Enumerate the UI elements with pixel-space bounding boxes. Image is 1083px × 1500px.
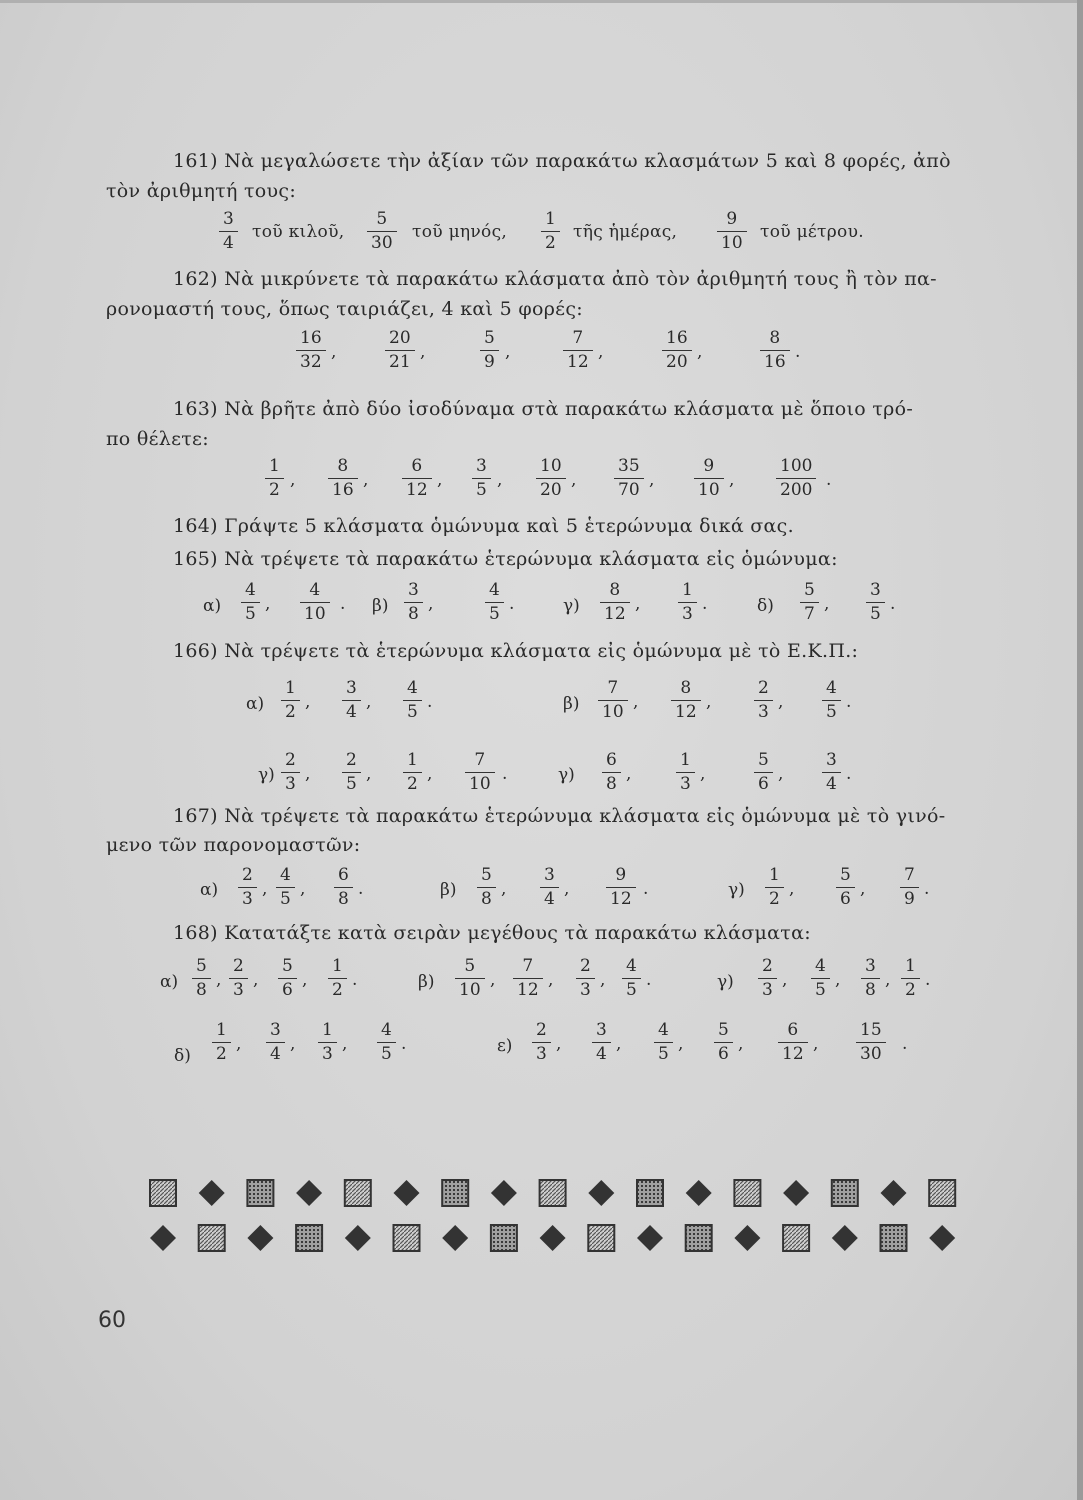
ornament-square [637, 1180, 663, 1206]
item-label: α) [246, 694, 265, 714]
item-label: γ) [563, 596, 580, 616]
fraction: $\frac{4}{5}$ [241, 582, 260, 623]
exercise-163-line2: πο θέλετε: [106, 428, 209, 450]
fraction: $\frac{8}{16}$ [760, 330, 790, 371]
comma: , [885, 970, 891, 990]
ornament-diamond [783, 1180, 809, 1206]
comma: , [490, 970, 496, 990]
period: . [643, 879, 649, 899]
comma: , [706, 692, 712, 712]
fraction: $\frac{5}{7}$ [800, 582, 819, 623]
fraction: $\frac{7}{10}$ [465, 752, 495, 793]
item-label: δ) [174, 1046, 191, 1066]
fraction: $\frac{1}{2}$ [765, 867, 784, 908]
period: . [826, 470, 832, 490]
comma: , [635, 594, 641, 614]
ornament-square [686, 1225, 712, 1251]
fraction: $\frac{10}{20}$ [536, 458, 566, 499]
ornament-square [881, 1225, 907, 1251]
period: . [401, 1034, 407, 1054]
comma: , [305, 764, 311, 784]
ornament-diamond [150, 1225, 176, 1251]
fraction: $\frac{1}{3}$ [678, 582, 697, 623]
comma: , [262, 879, 268, 899]
fraction: $\frac{2}{3}$ [576, 958, 595, 999]
fraction: $\frac{5}{6}$ [754, 752, 773, 793]
comma: , [548, 970, 554, 990]
fraction: $\frac{5}{6}$ [278, 958, 297, 999]
ornament-diamond [588, 1180, 614, 1206]
fraction: $\frac{3}{4}$ [219, 211, 238, 252]
fraction: $\frac{3}{4}$ [266, 1022, 285, 1063]
item-label: β) [563, 694, 580, 714]
ornament-square [345, 1180, 371, 1206]
comma: , [782, 970, 788, 990]
fraction: $\frac{3}{8}$ [404, 582, 423, 623]
item-label: β) [372, 596, 389, 616]
fraction: $\frac{2}{3}$ [532, 1022, 551, 1063]
comma: , [729, 470, 735, 490]
fraction: $\frac{6}{12}$ [778, 1022, 808, 1063]
ornament-diamond [881, 1180, 907, 1206]
fraction: $\frac{4}{5}$ [485, 582, 504, 623]
fraction: $\frac{1}{2}$ [403, 752, 422, 793]
item-label: γ) [717, 972, 734, 992]
fraction: $\frac{2}{3}$ [754, 680, 773, 721]
period: . [846, 764, 852, 784]
fraction: $\frac{8}{12}$ [600, 582, 630, 623]
period: . [890, 594, 896, 614]
comma: , [556, 1034, 562, 1054]
period: . [340, 594, 346, 614]
fraction: $\frac{2}{3}$ [238, 867, 257, 908]
comma: , [437, 470, 443, 490]
fraction: $\frac{3}{5}$ [866, 582, 885, 623]
ornament-square [832, 1180, 858, 1206]
ornament-square [150, 1180, 176, 1206]
exercise-164-line1: 164) Γράψτε 5 κλάσματα ὁμώνυμα καὶ 5 ἑτερώνυμα δικά σας. [173, 515, 794, 537]
comma: , [265, 594, 271, 614]
ornament-square [199, 1225, 225, 1251]
comma: , [626, 764, 632, 784]
period: . [509, 594, 515, 614]
item-label: β) [418, 972, 435, 992]
period: . [646, 970, 652, 990]
fraction: $\frac{2}{3}$ [758, 958, 777, 999]
fraction: $\frac{9}{10}$ [717, 211, 747, 252]
fraction: $\frac{1}{2}$ [901, 958, 920, 999]
ornament-square [540, 1180, 566, 1206]
fraction: $\frac{3}{4}$ [342, 680, 361, 721]
ornament-square [394, 1225, 420, 1251]
exercise-162-line2: ρονομαστή τους, ὅπως ταιριάζει, 4 καὶ 5 φορές: [106, 298, 583, 320]
fraction: $\frac{9}{12}$ [606, 867, 636, 908]
fraction: $\frac{4}{5}$ [276, 867, 295, 908]
comma: , [428, 594, 434, 614]
comma: , [600, 970, 606, 990]
comma: , [633, 692, 639, 712]
fraction: $\frac{20}{21}$ [385, 330, 415, 371]
fraction: $\frac{35}{70}$ [614, 458, 644, 499]
exercise-163-line1: 163) Νὰ βρῆτε ἀπὸ δύο ἰσοδύναμα στὰ παρακάτω κλάσματα μὲ ὅποιο τρό- [173, 398, 914, 420]
period: . [846, 692, 852, 712]
fraction-context: τοῦ μηνός, [412, 222, 508, 242]
ornament-diamond [540, 1225, 566, 1251]
ornament-diamond [247, 1225, 273, 1251]
comma: , [824, 594, 830, 614]
exercise-167-line1: 167) Νὰ τρέψετε τὰ παρακάτω ἑτερώνυμα κλάσματα εἰς ὁμώνυμα μὲ τὸ γινό- [173, 805, 946, 827]
comma: , [236, 1034, 242, 1054]
item-label: γ) [728, 880, 745, 900]
comma: , [738, 1034, 744, 1054]
item-label: α) [200, 880, 219, 900]
period: . [358, 879, 364, 899]
comma: , [253, 970, 259, 990]
item-label: γ) [258, 765, 275, 785]
comma: , [598, 342, 604, 362]
comma: , [860, 879, 866, 899]
fraction: $\frac{1}{2}$ [281, 680, 300, 721]
comma: , [366, 764, 372, 784]
fraction-context: τοῦ μέτρου. [760, 222, 864, 242]
comma: , [420, 342, 426, 362]
ornament-diamond [394, 1180, 420, 1206]
ornament-diamond [199, 1180, 225, 1206]
fraction: $\frac{7}{12}$ [513, 958, 543, 999]
comma: , [290, 470, 296, 490]
comma: , [305, 692, 311, 712]
comma: , [564, 879, 570, 899]
comma: , [505, 342, 511, 362]
exercise-166-line1: 166) Νὰ τρέψετε τὰ ἑτερώνυμα κλάσματα εἰς ὁμώνυμα μὲ τὸ Ε.Κ.Π.: [173, 640, 859, 662]
fraction: $\frac{1}{3}$ [676, 752, 695, 793]
fraction: $\frac{7}{12}$ [563, 330, 593, 371]
fraction: $\frac{1}{2}$ [328, 958, 347, 999]
fraction: $\frac{4}{5}$ [811, 958, 830, 999]
exercise-167-line2: μενο τῶν παρονομαστῶν: [106, 834, 361, 856]
fraction: $\frac{3}{4}$ [540, 867, 559, 908]
fraction: $\frac{2}{3}$ [229, 958, 248, 999]
comma: , [427, 764, 433, 784]
ornament-square [442, 1180, 468, 1206]
fraction: $\frac{16}{20}$ [662, 330, 692, 371]
fraction-context: τοῦ κιλοῦ, [252, 222, 345, 242]
period: . [702, 594, 708, 614]
comma: , [300, 879, 306, 899]
fraction: $\frac{1}{2}$ [541, 211, 560, 252]
fraction: $\frac{16}{32}$ [296, 330, 326, 371]
comma: , [616, 1034, 622, 1054]
comma: , [789, 879, 795, 899]
comma: , [700, 764, 706, 784]
fraction: $\frac{5}{6}$ [714, 1022, 733, 1063]
fraction: $\frac{6}{12}$ [402, 458, 432, 499]
period: . [902, 1034, 908, 1054]
ornament-square [491, 1225, 517, 1251]
period: . [427, 692, 433, 712]
fraction: $\frac{8}{12}$ [671, 680, 701, 721]
page-number: 60 [98, 1308, 126, 1333]
fraction: $\frac{1}{2}$ [212, 1022, 231, 1063]
item-label: α) [203, 596, 222, 616]
fraction: $\frac{5}{6}$ [836, 867, 855, 908]
fraction: $\frac{4}{5}$ [403, 680, 422, 721]
fraction: $\frac{15}{30}$ [856, 1022, 886, 1063]
item-label: ε) [497, 1036, 513, 1056]
fraction: $\frac{3}{5}$ [472, 458, 491, 499]
fraction: $\frac{5}{8}$ [477, 867, 496, 908]
comma: , [649, 470, 655, 490]
comma: , [571, 470, 577, 490]
comma: , [778, 692, 784, 712]
comma: , [497, 470, 503, 490]
comma: , [697, 342, 703, 362]
fraction: $\frac{6}{8}$ [334, 867, 353, 908]
fraction: $\frac{6}{8}$ [602, 752, 621, 793]
exercise-162-line1: 162) Νὰ μικρύνετε τὰ παρακάτω κλάσματα ἀπὸ τὸν ἀριθμητή τους ἢ τὸν πα- [173, 268, 937, 290]
fraction: $\frac{5}{9}$ [480, 330, 499, 371]
period: . [925, 970, 931, 990]
period: . [352, 970, 358, 990]
ornament-square [247, 1180, 273, 1206]
ornament-square [296, 1225, 322, 1251]
exercise-161-line2: τὸν ἀριθμητή τους: [106, 180, 297, 202]
ornament-diamond [491, 1180, 517, 1206]
ornament-diamond [686, 1180, 712, 1206]
fraction: $\frac{5}{30}$ [367, 211, 397, 252]
fraction: $\frac{2}{3}$ [281, 752, 300, 793]
period: . [795, 342, 801, 362]
exercise-161-line1: 161) Νὰ μεγαλώσετε τὴν ἀξίαν τῶν παρακάτω κλασμάτων 5 καὶ 8 φορές, ἀπὸ [173, 150, 951, 172]
ornament-diamond [832, 1225, 858, 1251]
ornament-diamond [929, 1225, 955, 1251]
fraction: $\frac{4}{5}$ [822, 680, 841, 721]
comma: , [501, 879, 507, 899]
ornament-square [783, 1225, 809, 1251]
ornament-square [588, 1225, 614, 1251]
fraction-context: τῆς ἡμέρας, [573, 222, 678, 242]
ornament-diamond [442, 1225, 468, 1251]
fraction: $\frac{5}{10}$ [455, 958, 485, 999]
ornament-diamond [637, 1225, 663, 1251]
comma: , [366, 692, 372, 712]
item-label: δ) [757, 596, 774, 616]
fraction: $\frac{2}{5}$ [342, 752, 361, 793]
exercise-165-line1: 165) Νὰ τρέψετε τὰ παρακάτω ἑτερώνυμα κλάσματα εἰς ὁμώνυμα: [173, 548, 838, 570]
fraction: $\frac{4}{10}$ [300, 582, 330, 623]
fraction: $\frac{1}{2}$ [265, 458, 284, 499]
ornament-square [734, 1180, 760, 1206]
comma: , [678, 1034, 684, 1054]
ornament-diamond [345, 1225, 371, 1251]
comma: , [835, 970, 841, 990]
fraction: $\frac{100}{200}$ [776, 458, 816, 499]
fraction: $\frac{4}{5}$ [377, 1022, 396, 1063]
comma: , [813, 1034, 819, 1054]
item-label: γ) [558, 765, 575, 785]
fraction: $\frac{7}{9}$ [900, 867, 919, 908]
comma: , [216, 970, 222, 990]
comma: , [778, 764, 784, 784]
fraction: $\frac{7}{10}$ [598, 680, 628, 721]
fraction: $\frac{4}{5}$ [654, 1022, 673, 1063]
ornament-square [929, 1180, 955, 1206]
fraction: $\frac{5}{8}$ [192, 958, 211, 999]
fraction: $\frac{3}{8}$ [861, 958, 880, 999]
comma: , [290, 1034, 296, 1054]
ornament-diamond [734, 1225, 760, 1251]
period: . [502, 764, 508, 784]
comma: , [363, 470, 369, 490]
comma: , [331, 342, 337, 362]
period: . [924, 879, 930, 899]
fraction: $\frac{1}{3}$ [318, 1022, 337, 1063]
item-label: α) [160, 972, 179, 992]
fraction: $\frac{9}{10}$ [694, 458, 724, 499]
ornament-diamond [296, 1180, 322, 1206]
fraction: $\frac{3}{4}$ [822, 752, 841, 793]
comma: , [342, 1034, 348, 1054]
fraction: $\frac{3}{4}$ [592, 1022, 611, 1063]
fraction: $\frac{4}{5}$ [622, 958, 641, 999]
comma: , [302, 970, 308, 990]
fraction: $\frac{8}{16}$ [328, 458, 358, 499]
exercise-168-line1: 168) Κατατάξτε κατὰ σειρὰν μεγέθους τὰ παρακάτω κλάσματα: [173, 922, 811, 944]
item-label: β) [440, 880, 457, 900]
